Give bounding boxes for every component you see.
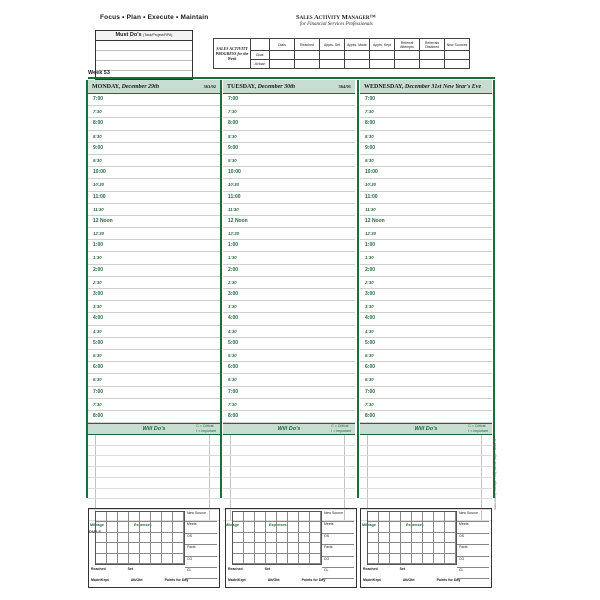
time-slot[interactable]: 6:00 (360, 362, 492, 374)
time-slot[interactable]: 8:30 (88, 131, 220, 143)
legend-critical: C = Critical (196, 424, 214, 429)
metric-label: OS (322, 534, 354, 545)
reached-label: Reached (91, 567, 106, 571)
time-slot[interactable]: 2:30 (88, 277, 220, 289)
metric-label: CL (322, 568, 354, 579)
time-slot[interactable]: 3:30 (88, 301, 220, 313)
time-slot[interactable]: 7:30 (88, 106, 220, 118)
will-do-line[interactable] (360, 478, 492, 489)
actual-cell[interactable] (420, 60, 445, 69)
goal-cell[interactable] (270, 51, 295, 60)
must-do-header (96, 31, 192, 41)
time-slot[interactable]: 7:00 (88, 94, 220, 106)
time-slot[interactable]: 7:30 (360, 106, 492, 118)
will-do-line[interactable] (360, 467, 492, 478)
time-slot[interactable]: 3:00 (360, 289, 492, 301)
day-name: TUESDAY, (227, 83, 257, 90)
will-do-line[interactable] (223, 446, 355, 457)
will-do-line[interactable] (223, 456, 355, 467)
metric-label: CO (457, 557, 489, 568)
time-slot[interactable]: 7:30 (223, 106, 355, 118)
actual-cell[interactable] (395, 60, 420, 69)
day-header (88, 80, 220, 94)
legend-important: I = Important (468, 428, 488, 433)
time-slot[interactable]: 8:30 (360, 131, 492, 143)
time-slot[interactable]: 11:00 (360, 192, 492, 204)
legend-important: I = Important (331, 428, 351, 433)
column-divider (357, 80, 359, 498)
day-date: December 30th (257, 83, 296, 90)
time-slot[interactable]: 4:30 (88, 326, 220, 338)
day-count: 364/01 (338, 84, 351, 89)
time-slot[interactable]: 8:00 (223, 118, 355, 130)
will-do-header (88, 423, 220, 435)
time-slot[interactable]: 12 Noon (360, 216, 492, 228)
col-new-sources: New Sources (445, 39, 470, 51)
metric-label: New Source (185, 511, 217, 522)
week-label: Week 53 (88, 70, 110, 76)
activity-label: SALES ACTIVITY PROGRESS for the Week (214, 39, 251, 69)
mileage-label: Mileage (362, 522, 376, 527)
time-slot[interactable]: 5:00 (223, 338, 355, 350)
points-label: Points for Day (436, 578, 461, 582)
time-slot[interactable]: 7:00 (360, 387, 492, 399)
time-slot[interactable]: 8:00 (223, 411, 355, 423)
brand-subtitle: for Financial Services Professionals (300, 22, 373, 27)
time-slot[interactable]: 7:00 (360, 94, 492, 106)
metric-label: CO (185, 557, 217, 568)
metric-label: New Source (457, 511, 489, 522)
col-referral-attempts: Referral Attempts (395, 39, 420, 51)
time-slot[interactable]: 7:30 (223, 399, 355, 411)
time-slot[interactable]: 6:00 (88, 362, 220, 374)
day-header (223, 80, 355, 94)
time-slot[interactable]: 6:00 (223, 362, 355, 374)
will-do-line[interactable] (360, 435, 492, 446)
col-reached: Reached (295, 39, 320, 51)
time-slot[interactable]: 6:30 (88, 374, 220, 386)
legend-critical: C = Critical (331, 424, 349, 429)
metric-label: Facts (185, 545, 217, 556)
time-slot[interactable]: 5:30 (360, 350, 492, 362)
col-appts-kept: Appts. Kept (370, 39, 395, 51)
actual-cell[interactable] (320, 60, 345, 69)
mileage-label: Mileage (90, 522, 104, 527)
goal-cell[interactable] (320, 51, 345, 60)
actual-cell[interactable] (370, 60, 395, 69)
points-label: Points for Day (164, 578, 189, 582)
will-do-line[interactable] (223, 435, 355, 446)
time-slot[interactable]: 9:00 (223, 143, 355, 155)
time-slot[interactable]: 12:30 (223, 228, 355, 240)
goal-cell[interactable] (295, 51, 320, 60)
time-slot[interactable]: 4:30 (360, 326, 492, 338)
day-count: 363/02 (203, 84, 216, 89)
day-name: MONDAY, (92, 83, 121, 90)
tally-grid[interactable] (95, 511, 185, 565)
time-slot[interactable]: 1:00 (88, 240, 220, 252)
time-slot[interactable]: 2:00 (223, 265, 355, 277)
tally-grid[interactable] (232, 511, 322, 565)
time-slot[interactable]: 6:30 (223, 374, 355, 386)
time-slot[interactable]: 10:00 (223, 167, 355, 179)
metric-label: OS (185, 534, 217, 545)
time-slot[interactable]: 12:30 (360, 228, 492, 240)
tally-grid[interactable] (367, 511, 457, 565)
metric-label: CL (457, 568, 489, 579)
time-slot[interactable]: 7:00 (88, 387, 220, 399)
goal-cell[interactable] (420, 51, 445, 60)
tally-box (88, 508, 220, 588)
time-slot[interactable]: 2:00 (360, 265, 492, 277)
time-slot[interactable]: 9:30 (223, 155, 355, 167)
tally-metrics (185, 511, 217, 579)
metric-label: CO (322, 557, 354, 568)
time-slot[interactable]: 4:00 (223, 313, 355, 325)
made-kept-label: Made/Kept (228, 578, 246, 582)
goal-cell[interactable] (445, 51, 470, 60)
will-do-line[interactable] (88, 446, 220, 457)
time-slot[interactable]: 8:00 (88, 118, 220, 130)
time-slot[interactable]: 3:30 (360, 301, 492, 313)
col-referrals-obtained: Referrals Obtained (420, 39, 445, 51)
will-do-line[interactable] (88, 435, 220, 446)
time-slot[interactable]: 8:00 (360, 411, 492, 423)
will-do-line[interactable] (88, 456, 220, 467)
set-label: Set (264, 567, 271, 571)
time-slot[interactable]: 8:00 (360, 118, 492, 130)
time-slot[interactable]: 6:30 (360, 374, 492, 386)
dials-label: DIALS (89, 529, 101, 534)
tally-metrics (457, 511, 489, 579)
will-do-line[interactable] (88, 467, 220, 478)
will-do-title: Will Do's (414, 426, 438, 433)
must-do-line[interactable] (96, 51, 192, 61)
time-slot[interactable]: 8:00 (88, 411, 220, 423)
time-slot[interactable]: 5:30 (223, 350, 355, 362)
actual-cell[interactable] (270, 60, 295, 69)
will-do-title: Will Do's (142, 426, 166, 433)
time-slot[interactable]: 9:30 (88, 155, 220, 167)
time-slot[interactable]: 11:30 (223, 204, 355, 216)
time-slot[interactable]: 10:30 (360, 179, 492, 191)
will-do-header (223, 423, 355, 435)
tally-box (225, 508, 357, 588)
time-slot[interactable]: 12 Noon (88, 216, 220, 228)
actual-cell[interactable] (295, 60, 320, 69)
time-slot[interactable]: 11:00 (223, 192, 355, 204)
actual-label: Actual: (251, 60, 270, 69)
time-slot[interactable]: 11:30 (88, 204, 220, 216)
day-name: WEDNESDAY, (364, 83, 404, 90)
time-slot[interactable]: 9:00 (88, 143, 220, 155)
time-slot[interactable]: 8:30 (223, 131, 355, 143)
metric-label: Meets (185, 522, 217, 533)
points-label: Points for Day (301, 578, 326, 582)
time-slot[interactable]: 9:30 (360, 155, 492, 167)
made-kept-label: Made/Kept (91, 578, 109, 582)
time-slot[interactable]: 12:30 (88, 228, 220, 240)
time-slot[interactable]: 1:00 (360, 240, 492, 252)
tally-metrics (322, 511, 354, 579)
will-do-line[interactable] (88, 478, 220, 489)
att-obt-label: Att/Obt (402, 578, 415, 582)
time-slot[interactable]: 9:00 (360, 143, 492, 155)
day-header (360, 80, 492, 94)
time-slot[interactable]: 10:30 (88, 179, 220, 191)
activity-progress-table (213, 38, 470, 69)
must-do-line[interactable] (96, 41, 192, 51)
goal-cell[interactable] (370, 51, 395, 60)
will-do-line[interactable] (360, 456, 492, 467)
metric-label: CL (185, 568, 217, 579)
day-date: December 29th (121, 83, 160, 90)
time-slot[interactable]: 11:00 (88, 192, 220, 204)
will-do-title: Will Do's (277, 426, 301, 433)
expenses-label: Expenses (133, 522, 152, 527)
att-obt-label: Att/Obt (267, 578, 280, 582)
will-do-line[interactable] (360, 489, 492, 500)
expenses-label: Expenses (268, 522, 287, 527)
header-rule (88, 77, 495, 79)
will-do-header (360, 423, 492, 435)
metric-label: New Source (322, 511, 354, 522)
time-slot[interactable]: 10:00 (360, 167, 492, 179)
time-slot[interactable]: 10:00 (88, 167, 220, 179)
must-do-subtitle: (Task/Project/RPA) (143, 33, 173, 37)
tagline: Focus • Plan • Execute • Maintain (100, 14, 209, 21)
made-kept-label: Made/Kept (363, 578, 381, 582)
time-slot[interactable]: 1:30 (88, 252, 220, 264)
time-slot[interactable]: 1:30 (360, 252, 492, 264)
att-obt-label: Att/Obt (130, 578, 143, 582)
reached-label: Reached (363, 567, 378, 571)
goal-cell[interactable] (345, 51, 370, 60)
will-do-line[interactable] (88, 489, 220, 500)
col-appts-set: Appts. Set (320, 39, 345, 51)
goal-label: Goal: (251, 51, 270, 60)
time-slot[interactable]: 7:00 (223, 94, 355, 106)
brand-title: Sales Activity Manager™ (296, 14, 376, 21)
metric-label: Facts (322, 545, 354, 556)
time-slot[interactable]: 3:30 (223, 301, 355, 313)
will-do-line[interactable] (223, 489, 355, 500)
reached-label: Reached (228, 567, 243, 571)
will-do-line[interactable] (360, 446, 492, 457)
time-slot[interactable]: 2:30 (360, 277, 492, 289)
time-slot[interactable]: 5:00 (88, 338, 220, 350)
legend-critical: C = Critical (468, 424, 486, 429)
goal-cell[interactable] (395, 51, 420, 60)
time-slot[interactable]: 3:00 (88, 289, 220, 301)
side-note: Sales Activity Manager • Day planner page • Week 53 (493, 438, 497, 510)
metric-label: Facts (457, 545, 489, 556)
set-label: Set (399, 567, 406, 571)
time-slot[interactable]: 7:30 (360, 399, 492, 411)
time-slot[interactable]: 1:00 (223, 240, 355, 252)
time-slot[interactable]: 12 Noon (223, 216, 355, 228)
time-slot[interactable]: 5:00 (360, 338, 492, 350)
time-slot[interactable]: 7:30 (88, 399, 220, 411)
time-slot[interactable]: 2:30 (223, 277, 355, 289)
expenses-label: Expenses (405, 522, 424, 527)
time-slot[interactable]: 11:30 (360, 204, 492, 216)
day-extra: New Year's Eve (442, 83, 482, 90)
time-slot[interactable]: 4:00 (88, 313, 220, 325)
time-slot[interactable]: 4:30 (223, 326, 355, 338)
time-slot[interactable]: 2:00 (88, 265, 220, 277)
tally-box (360, 508, 492, 588)
set-label: Set (127, 567, 134, 571)
actual-cell[interactable] (445, 60, 470, 69)
col-appts-made: Appts. Made (345, 39, 370, 51)
will-do-line[interactable] (223, 467, 355, 478)
time-slot[interactable]: 3:00 (223, 289, 355, 301)
actual-cell[interactable] (345, 60, 370, 69)
time-slot[interactable]: 10:30 (223, 179, 355, 191)
metric-label: OS (457, 534, 489, 545)
will-do-line[interactable] (223, 478, 355, 489)
time-slot[interactable]: 4:00 (360, 313, 492, 325)
day-date: December 31st (404, 83, 442, 90)
time-slot[interactable]: 5:30 (88, 350, 220, 362)
metric-label: Meets (322, 522, 354, 533)
must-do-title: Must Do's (115, 32, 142, 38)
metric-label: Meets (457, 522, 489, 533)
col-dials: Dials (270, 39, 295, 51)
time-slot[interactable]: 7:00 (223, 387, 355, 399)
time-slot[interactable]: 1:30 (223, 252, 355, 264)
mileage-label: Mileage (225, 522, 239, 527)
column-divider (220, 80, 222, 498)
column-divider (86, 80, 88, 498)
must-do-line[interactable] (96, 61, 192, 71)
legend-important: I = Important (196, 428, 216, 433)
